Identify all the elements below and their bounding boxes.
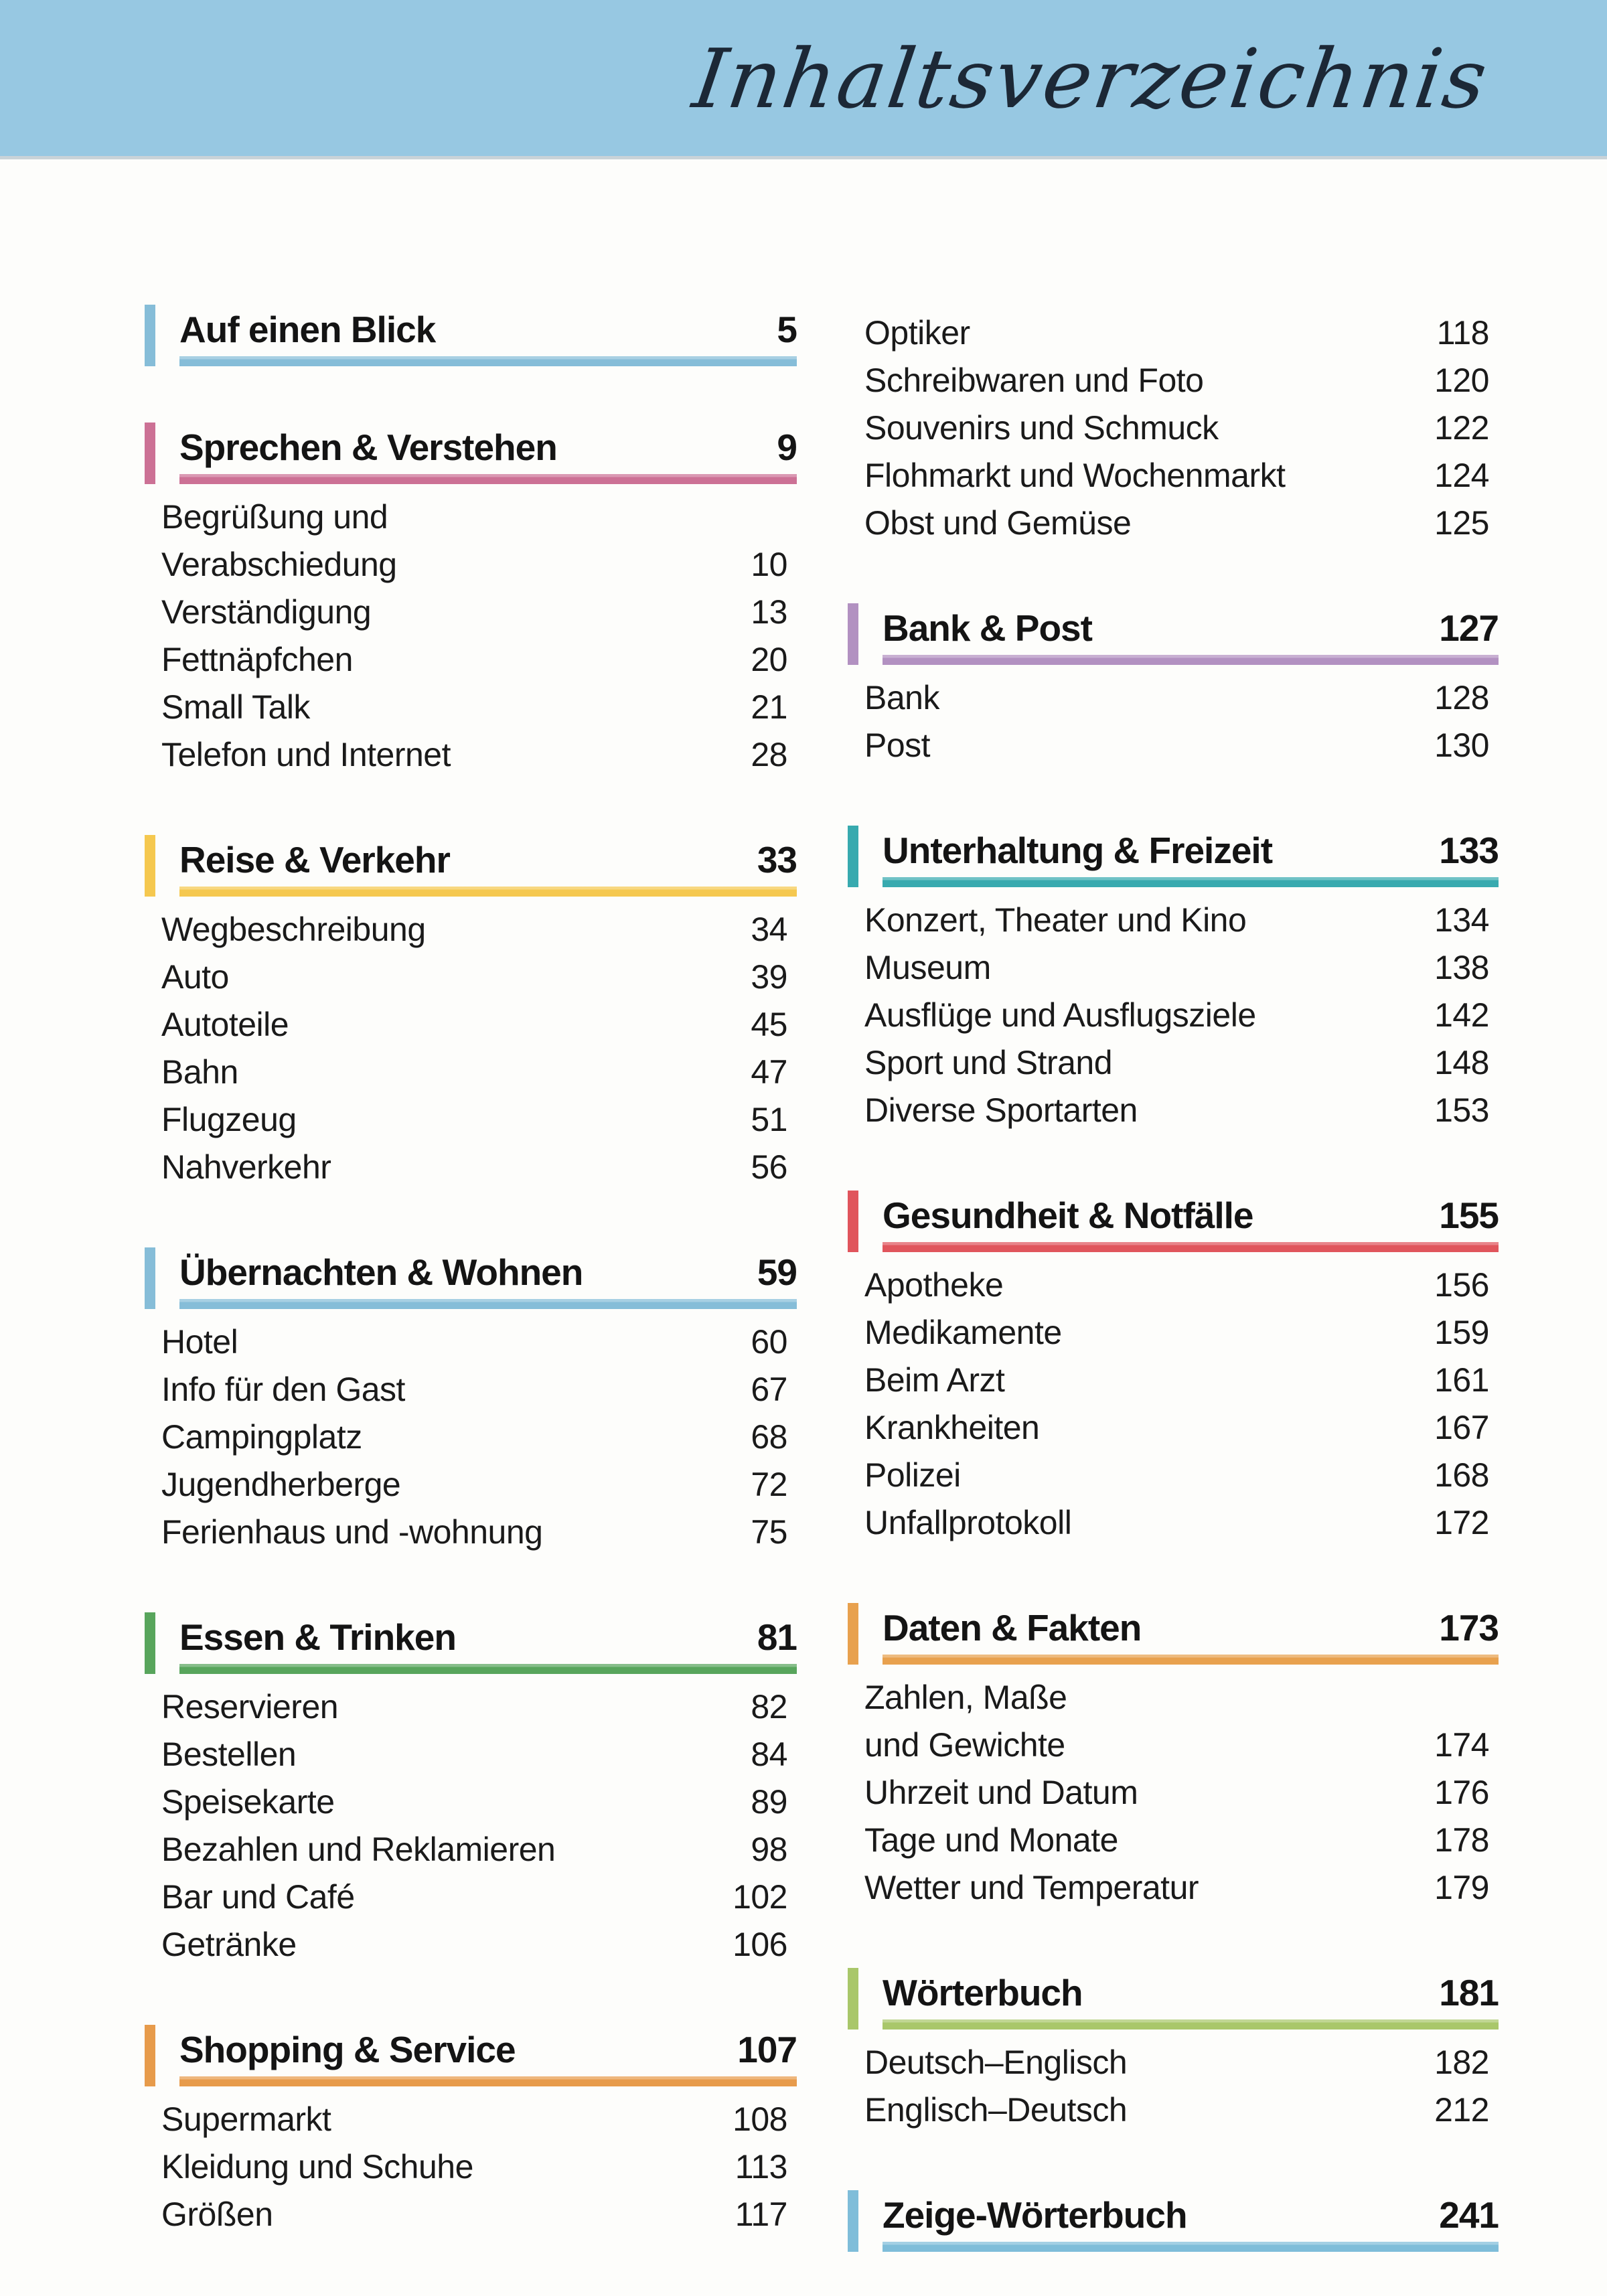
- toc-column-left: [145, 305, 797, 2238]
- section-header: [848, 2190, 1499, 2252]
- section-underline: [883, 877, 1499, 887]
- entry-page-number: 10: [751, 546, 787, 583]
- section-color-bar: [145, 1247, 155, 1309]
- toc-section: [848, 2190, 1499, 2252]
- toc-entry: [161, 1001, 787, 1049]
- entry-page-number: 167: [1434, 1409, 1489, 1446]
- entry-title: Reservieren: [161, 1688, 339, 1726]
- toc-entry: [161, 2096, 787, 2143]
- section-page-number: 133: [1439, 830, 1499, 871]
- toc-entry: [864, 944, 1489, 992]
- section-header: [848, 603, 1499, 665]
- section-header-row: [883, 603, 1499, 650]
- entry-page-number: 168: [1434, 1456, 1489, 1494]
- entry-page-number: 34: [751, 911, 787, 948]
- entry-page-number: 159: [1434, 1314, 1489, 1351]
- section-page-number: 5: [777, 309, 797, 350]
- section-header: [145, 305, 797, 366]
- entry-title: Supermarkt: [161, 2100, 331, 2138]
- toc-entry: [864, 452, 1489, 500]
- toc-entry: [864, 1087, 1489, 1134]
- section-title: Auf einen Blick: [179, 309, 436, 350]
- toc-entry: [864, 1864, 1489, 1912]
- section-header-row: [179, 835, 797, 882]
- toc-continued-entries: [848, 309, 1499, 547]
- entry-page-number: 45: [751, 1006, 787, 1043]
- entry-page-number: 28: [751, 736, 787, 773]
- toc-entry: [864, 1404, 1489, 1452]
- entry-page-number: 134: [1434, 901, 1489, 939]
- entry-title: Kleidung und Schuhe: [161, 2148, 473, 2186]
- entry-page-number: 72: [751, 1466, 787, 1503]
- entry-title: Souvenirs und Schmuck: [864, 409, 1219, 447]
- entry-page-number: 156: [1434, 1266, 1489, 1304]
- section-entries: [864, 1674, 1499, 1912]
- entry-title: Schreibwaren und Foto: [864, 362, 1204, 399]
- section-header-row: [883, 1968, 1499, 2015]
- section-title: Gesundheit & Notfälle: [883, 1195, 1253, 1236]
- toc-entry: [864, 1309, 1489, 1357]
- toc-entry: [161, 731, 787, 779]
- entry-page-number: 174: [1434, 1726, 1489, 1764]
- entry-title: Zahlen, Maße: [864, 1679, 1067, 1716]
- toc-section: [145, 1247, 797, 1556]
- entry-title: Nahverkehr: [161, 1148, 331, 1186]
- toc-section: [145, 305, 797, 366]
- entry-page-number: 153: [1434, 1091, 1489, 1129]
- toc-entry: [161, 1921, 787, 1969]
- toc-entry: [864, 357, 1489, 404]
- section-color-bar: [848, 1603, 858, 1665]
- entry-page-number: 106: [733, 1926, 787, 1963]
- toc-section: [145, 835, 797, 1191]
- section-page-number: 9: [777, 427, 797, 468]
- entry-title: Uhrzeit und Datum: [864, 1774, 1138, 1811]
- entry-title: Hotel: [161, 1323, 238, 1361]
- entry-page-number: 13: [751, 593, 787, 631]
- section-page-number: 173: [1439, 1607, 1499, 1649]
- toc-entry: [161, 953, 787, 1001]
- toc-entry: [161, 684, 787, 731]
- entry-page-number: 21: [751, 688, 787, 726]
- entry-page-number: 172: [1434, 1504, 1489, 1541]
- entry-page-number: 128: [1434, 679, 1489, 716]
- entry-page-number: 125: [1434, 504, 1489, 542]
- toc-entry: [161, 1873, 787, 1921]
- entry-title: Wegbeschreibung: [161, 911, 426, 948]
- toc-entry: [864, 500, 1489, 547]
- section-underline: [883, 1655, 1499, 1665]
- toc-entry: [864, 897, 1489, 944]
- entry-page-number: 82: [751, 1688, 787, 1726]
- section-header: [848, 1191, 1499, 1252]
- entry-page-number: 89: [751, 1783, 787, 1821]
- section-header-row: [883, 826, 1499, 872]
- toc-section: [145, 423, 797, 779]
- toc-entry: [161, 1318, 787, 1366]
- entry-title: Flohmarkt und Wochenmarkt: [864, 457, 1286, 494]
- entry-page-number: 176: [1434, 1774, 1489, 1811]
- section-header: [145, 1612, 797, 1674]
- section-title: Reise & Verkehr: [179, 839, 450, 881]
- toc-entry: [161, 636, 787, 684]
- section-entries: [864, 2039, 1499, 2134]
- entry-title: Diverse Sportarten: [864, 1091, 1138, 1129]
- section-title: Übernachten & Wohnen: [179, 1251, 583, 1293]
- section-title: Sprechen & Verstehen: [179, 427, 557, 468]
- toc-entry: [161, 1509, 787, 1556]
- section-header: [848, 1603, 1499, 1665]
- entry-page-number: 60: [751, 1323, 787, 1361]
- section-entries: [161, 493, 797, 779]
- toc-entry: [864, 1769, 1489, 1817]
- toc-entry: [864, 404, 1489, 452]
- entry-title: Fettnäpfchen: [161, 641, 353, 678]
- section-page-number: 241: [1439, 2194, 1499, 2236]
- entry-page-number: 102: [733, 1878, 787, 1916]
- toc-section: [848, 603, 1499, 769]
- section-entries: [161, 906, 797, 1191]
- section-color-bar: [145, 423, 155, 484]
- section-color-bar: [145, 1612, 155, 1674]
- section-header-row: [883, 1191, 1499, 1237]
- toc-entry: [161, 589, 787, 636]
- section-underline: [179, 474, 797, 484]
- entry-title: Auto: [161, 958, 229, 996]
- entry-page-number: 122: [1434, 409, 1489, 447]
- section-color-bar: [145, 835, 155, 897]
- entry-title: Bank: [864, 679, 939, 716]
- section-header-row: [883, 1603, 1499, 1650]
- entry-title: Ausflüge und Ausflugsziele: [864, 996, 1256, 1034]
- toc-column-right: [848, 309, 1499, 2252]
- section-title: Unterhaltung & Freizeit: [883, 830, 1273, 871]
- section-underline: [179, 2076, 797, 2086]
- entry-page-number: 182: [1434, 2044, 1489, 2081]
- toc-entry: [161, 1683, 787, 1731]
- section-title: Daten & Fakten: [883, 1607, 1142, 1649]
- entry-title: Begrüßung und: [161, 498, 388, 536]
- toc-entry: [161, 1366, 787, 1413]
- entry-page-number: 212: [1434, 2091, 1489, 2129]
- page-title: Inhaltsverzeichnis: [688, 31, 1495, 127]
- section-underline: [883, 2019, 1499, 2030]
- entry-title: Optiker: [864, 314, 970, 352]
- entry-page-number: 161: [1434, 1361, 1489, 1399]
- section-entries: [161, 1318, 797, 1556]
- toc-entry: [161, 541, 787, 589]
- entry-page-number: 39: [751, 958, 787, 996]
- entry-page-number: 118: [1436, 314, 1489, 352]
- entry-title: Post: [864, 726, 931, 764]
- toc-entry: [161, 1049, 787, 1096]
- section-color-bar: [848, 826, 858, 887]
- entry-page-number: 67: [751, 1371, 787, 1408]
- toc-entry: [161, 1731, 787, 1778]
- section-underline: [179, 1299, 797, 1309]
- entry-page-number: 179: [1434, 1869, 1489, 1906]
- entry-title: Bar und Café: [161, 1878, 355, 1916]
- entry-page-number: 113: [735, 2148, 787, 2186]
- entry-title: Bezahlen und Reklamieren: [161, 1831, 556, 1868]
- entry-page-number: 138: [1434, 949, 1489, 986]
- section-header-row: [179, 305, 797, 352]
- entry-title: Apotheke: [864, 1266, 1004, 1304]
- section-header: [848, 1968, 1499, 2030]
- entry-title: Verständigung: [161, 593, 372, 631]
- entry-title: Telefon und Internet: [161, 736, 451, 773]
- section-title: Essen & Trinken: [179, 1616, 456, 1658]
- section-header-row: [179, 1612, 797, 1659]
- entry-title: Obst und Gemüse: [864, 504, 1132, 542]
- toc-entry: [864, 1674, 1489, 1721]
- section-underline: [179, 356, 797, 366]
- toc-entry: [864, 992, 1489, 1039]
- section-header: [145, 2025, 797, 2086]
- entry-title: Beim Arzt: [864, 1361, 1005, 1399]
- section-color-bar: [145, 2025, 155, 2086]
- section-entries: [161, 1683, 797, 1969]
- entry-title: Tage und Monate: [864, 1821, 1118, 1859]
- toc-entry: [161, 1461, 787, 1509]
- section-color-bar: [848, 603, 858, 665]
- section-page-number: 127: [1439, 607, 1499, 649]
- toc-entry: [161, 2143, 787, 2191]
- section-header-row: [179, 2025, 797, 2072]
- toc-section: [145, 2025, 797, 2238]
- section-underline: [883, 1242, 1499, 1252]
- entry-page-number: 108: [733, 2100, 787, 2138]
- entry-title: Small Talk: [161, 688, 310, 726]
- toc-entry: [864, 722, 1489, 769]
- entry-page-number: 130: [1434, 726, 1489, 764]
- entry-page-number: 20: [751, 641, 787, 678]
- entry-page-number: 142: [1434, 996, 1489, 1034]
- entry-page-number: 51: [751, 1101, 787, 1138]
- section-underline: [883, 655, 1499, 665]
- entry-page-number: 75: [751, 1513, 787, 1551]
- entry-title: Flugzeug: [161, 1101, 297, 1138]
- entry-page-number: 124: [1434, 457, 1489, 494]
- entry-title: Medikamente: [864, 1314, 1062, 1351]
- toc-entry: [864, 2086, 1489, 2134]
- entry-title: Campingplatz: [161, 1418, 362, 1456]
- toc-entry: [161, 906, 787, 953]
- toc-entry: [161, 1413, 787, 1461]
- entry-title: Museum: [864, 949, 991, 986]
- toc-entry: [161, 493, 787, 541]
- section-title: Wörterbuch: [883, 1972, 1083, 2013]
- section-entries: [864, 897, 1499, 1134]
- toc-entry: [161, 1778, 787, 1826]
- section-header-row: [179, 423, 797, 469]
- entry-page-number: 117: [735, 2196, 787, 2233]
- entry-title: Wetter und Temperatur: [864, 1869, 1199, 1906]
- toc-section: [145, 1612, 797, 1969]
- toc-entry: [864, 1039, 1489, 1087]
- section-entries: [864, 309, 1499, 547]
- toc-entry: [864, 1817, 1489, 1864]
- entry-title: Englisch–Deutsch: [864, 2091, 1128, 2129]
- section-page-number: 81: [757, 1616, 797, 1658]
- section-title: Zeige-Wörterbuch: [883, 2194, 1187, 2236]
- entry-page-number: 148: [1434, 1044, 1489, 1081]
- section-header: [145, 1247, 797, 1309]
- entry-page-number: 47: [751, 1053, 787, 1091]
- section-page-number: 59: [757, 1251, 797, 1293]
- entry-title: Polizei: [864, 1456, 961, 1494]
- toc-entry: [161, 1826, 787, 1873]
- section-entries: [864, 674, 1499, 769]
- entry-title: Konzert, Theater und Kino: [864, 901, 1247, 939]
- section-page-number: 155: [1439, 1195, 1499, 1236]
- toc-section: [848, 1191, 1499, 1547]
- toc-entry: [161, 2191, 787, 2238]
- entry-title: Größen: [161, 2196, 273, 2233]
- entry-page-number: 68: [751, 1418, 787, 1456]
- entry-title: Sport und Strand: [864, 1044, 1113, 1081]
- section-title: Bank & Post: [883, 607, 1092, 649]
- section-color-bar: [848, 1191, 858, 1252]
- section-color-bar: [848, 2190, 858, 2252]
- section-header: [145, 423, 797, 484]
- toc-entry: [864, 1261, 1489, 1309]
- toc-entry: [864, 309, 1489, 357]
- toc-section: [848, 1603, 1499, 1912]
- toc-entry: [864, 1357, 1489, 1404]
- entry-page-number: 56: [751, 1148, 787, 1186]
- section-header-row: [179, 1247, 797, 1294]
- section-title: Shopping & Service: [179, 2029, 516, 2070]
- entry-page-number: 120: [1434, 362, 1489, 399]
- entry-page-number: 84: [751, 1736, 787, 1773]
- toc-entry: [161, 1096, 787, 1144]
- entry-page-number: 178: [1434, 1821, 1489, 1859]
- section-entries: [864, 1261, 1499, 1547]
- entry-page-number: 98: [751, 1831, 787, 1868]
- section-color-bar: [145, 305, 155, 366]
- entry-title: Bestellen: [161, 1736, 297, 1773]
- entry-title: Deutsch–Englisch: [864, 2044, 1128, 2081]
- toc-section: [848, 826, 1499, 1134]
- section-header: [848, 826, 1499, 887]
- section-underline: [179, 887, 797, 897]
- entry-title: Jugendherberge: [161, 1466, 401, 1503]
- entry-title: Getränke: [161, 1926, 297, 1963]
- entry-title: Ferienhaus und -wohnung: [161, 1513, 543, 1551]
- entry-title: Bahn: [161, 1053, 238, 1091]
- section-underline: [883, 2242, 1499, 2252]
- entry-title: Krankheiten: [864, 1409, 1040, 1446]
- toc-section: [848, 1968, 1499, 2134]
- toc-entry: [864, 2039, 1489, 2086]
- section-page-number: 107: [737, 2029, 797, 2070]
- entry-title: Info für den Gast: [161, 1371, 405, 1408]
- entry-title: und Gewichte: [864, 1726, 1065, 1764]
- section-page-number: 33: [757, 839, 797, 881]
- entry-title: Unfallprotokoll: [864, 1504, 1072, 1541]
- entry-title: Autoteile: [161, 1006, 289, 1043]
- header-band: [0, 0, 1607, 159]
- toc-entry: [864, 1721, 1489, 1769]
- section-underline: [179, 1664, 797, 1674]
- entry-title: Verabschiedung: [161, 546, 397, 583]
- section-color-bar: [848, 1968, 858, 2030]
- section-header: [145, 835, 797, 897]
- toc-entry: [864, 1452, 1489, 1499]
- section-header-row: [883, 2190, 1499, 2237]
- section-entries: [161, 2096, 797, 2238]
- section-page-number: 181: [1439, 1972, 1499, 2013]
- toc-entry: [864, 674, 1489, 722]
- toc-entry: [864, 1499, 1489, 1547]
- entry-title: Speisekarte: [161, 1783, 335, 1821]
- toc-entry: [161, 1144, 787, 1191]
